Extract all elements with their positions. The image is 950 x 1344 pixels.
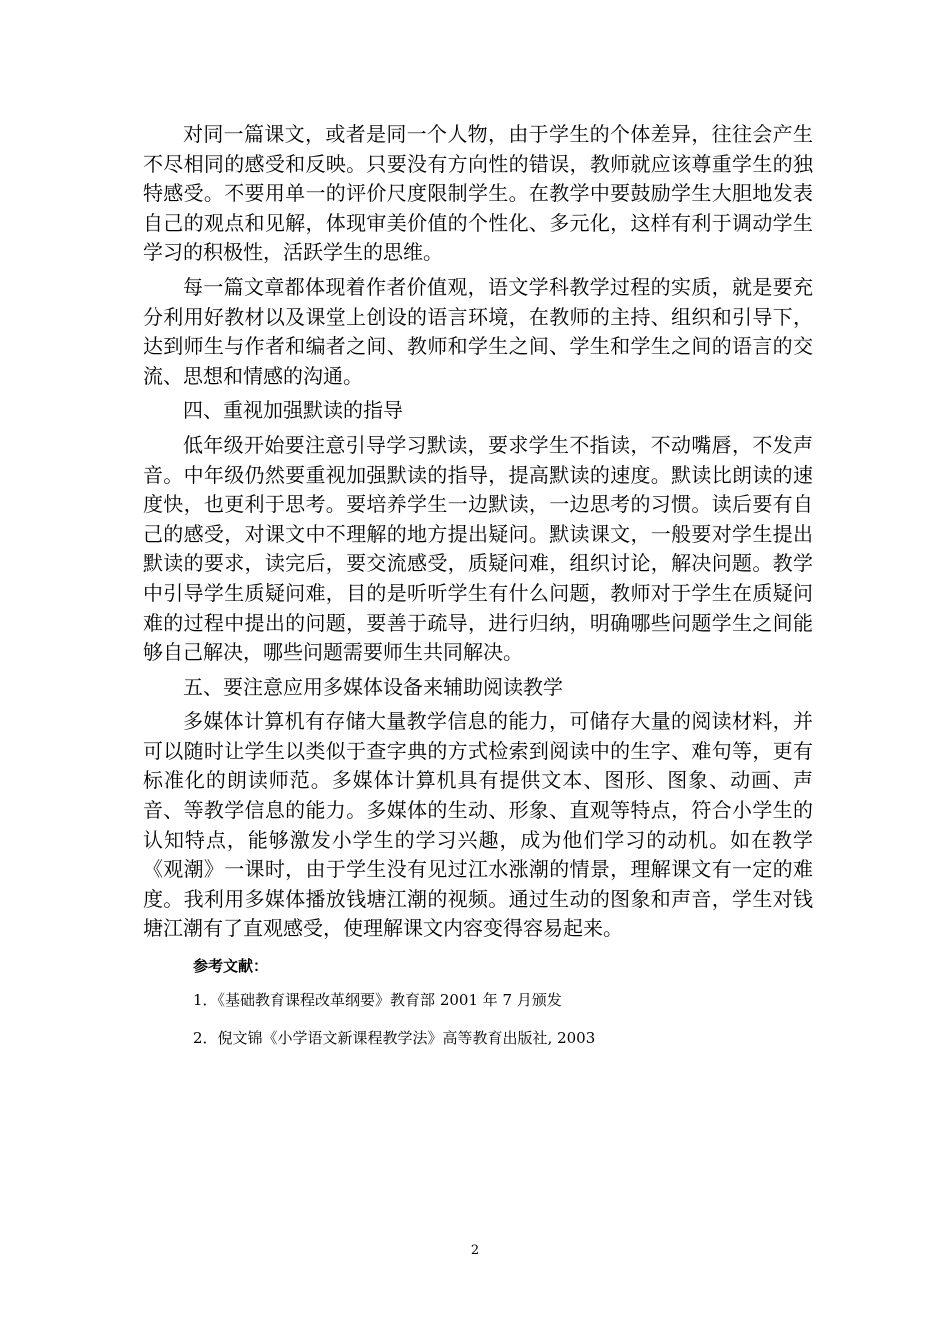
body-paragraph: 低年级开始要注意引导学习默读，要求学生不指读，不动嘴唇，不发声音。中年级仍然要重视加强默读的指导，提高默读的速度。默读比朗读的速度快，也更利于思考。要培养学生一边默读，一边思考的习惯。读后要有自己的感受，对课文中不理解的地方提出疑问。默读课文，一般要对学生提出默读的要求，读完后，要交流感受，质疑问难，组织讨论，解决问题。教学中引导学生质疑问难，目的是听听学生有什么问题，教师对于学生在质疑问难的过程中提出的问题，要善于疏导，进行归纳，明确哪些问题学生之间能够自己解决，哪些问题需要师生共同解决。 [143, 432, 813, 665]
document-body [143, 120, 813, 1050]
body-paragraph: 对同一篇课文，或者是同一个人物，由于学生的个体差异，往往会产生不尽相同的感受和反映。只要没有方向性的错误，教师就应该尊重学生的独特感受。不要用单一的评价尺度限制学生。在教学中要鼓励学生大胆地发表自己的观点和见解，体现审美价值的个性化、多元化，这样有利于调动学生学习的积极性，活跃学生的思维。 [143, 122, 813, 265]
section-heading: 四、重视加强默读的指导 [183, 398, 403, 423]
references-title: 参考文献： [193, 957, 269, 976]
body-paragraph: 每一篇文章都体现着作者价值观，语文学科教学过程的实质，就是要充分利用好教材以及课堂上创设的语言环境，在教师的主持、组织和引导下，达到师生与作者和编者之间、教师和学生之间、学生和学生之间的语言的交流、思想和情感的沟通。 [143, 274, 813, 388]
reference-item: 1．《基础教育课程改革纲要》教育部 2001 年 7 月颁发 [193, 991, 562, 1010]
section-heading: 五、要注意应用多媒体设备来辅助阅读教学 [183, 674, 563, 699]
body-paragraph: 多媒体计算机有存储大量教学信息的能力，可储存大量的阅读材料，并可以随时让学生以类似于查字典的方式检索到阅读中的生字、难句等，更有标准化的朗读师范。多媒体计算机具有提供文本、图形、图象、动画、声音、等教学信息的能力。多媒体的生动、形象、直观等特点，符合小学生的认知特点，能够激发小学生的学习兴趣，成为他们学习的动机。如在教学《观潮》一课时，由于学生没有见过江水涨潮的情景，理解课文有一定的难度。我利用多媒体播放钱塘江潮的视频。通过生动的图象和声音，学生对钱塘江潮有了直观感受，使理解课文内容变得容易起来。 [143, 709, 813, 941]
reference-item: 2．倪文锦《小学语文新课程教学法》高等教育出版社, 2003 [193, 1029, 596, 1048]
page-number: 2 [470, 1243, 480, 1258]
